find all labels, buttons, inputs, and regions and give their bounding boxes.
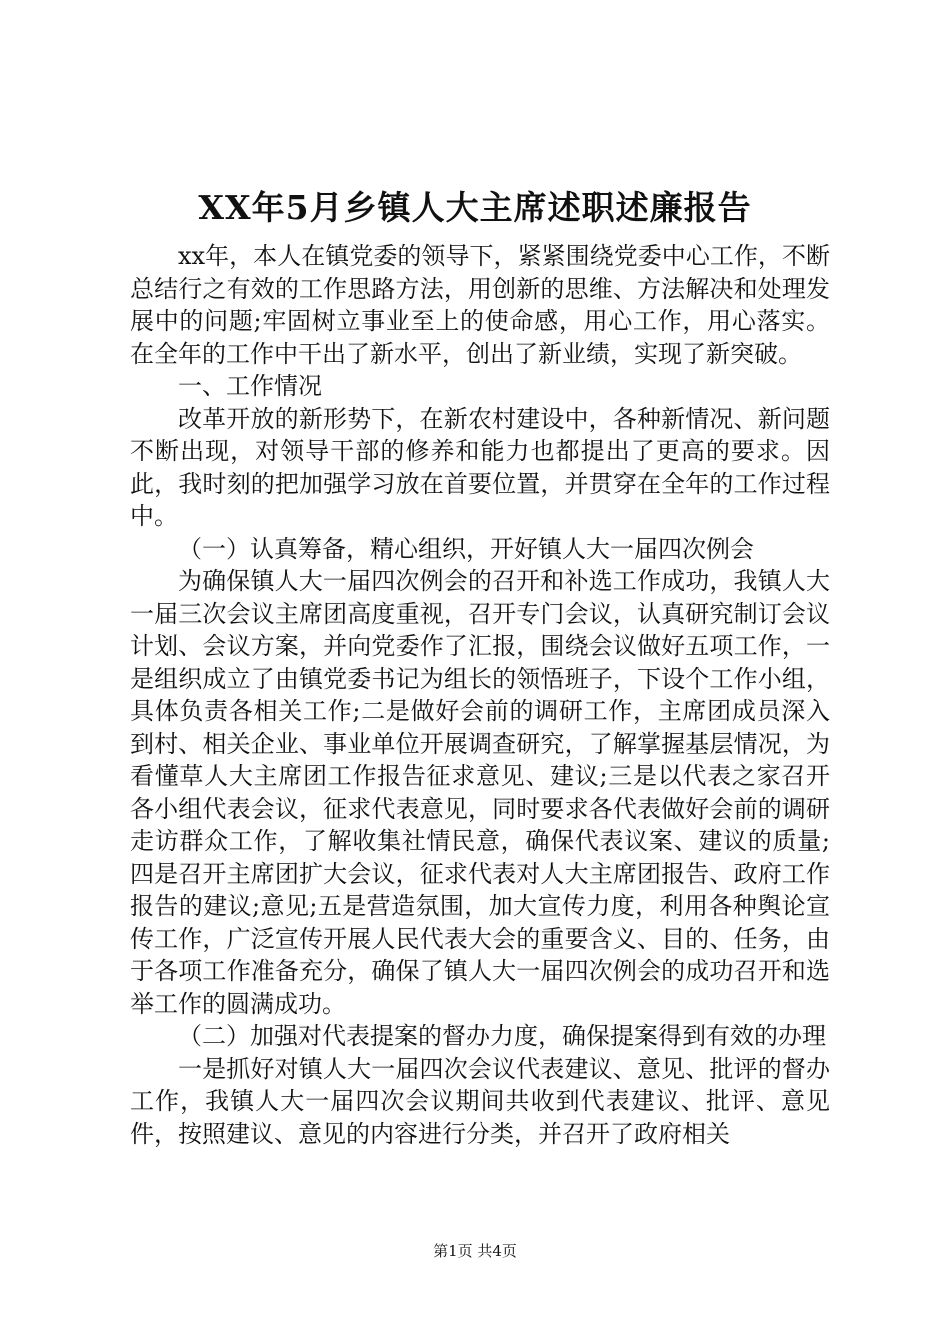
section-heading-work-situation: 一、工作情况 bbox=[178, 372, 322, 400]
document-title: XX年5月乡镇人大主席述职述廉报告 bbox=[198, 188, 752, 227]
paragraph-proposal-supervision: 一是抓好对镇人大一届四次会议代表建议、意见、批评的督办工作，我镇人大一届四次会议期间共收到代表建议、批评、意见件，按照建议、意见的内容进行分类，并召开了政府相关 bbox=[130, 1054, 830, 1148]
page-number-footer: 第1页 共4页 bbox=[433, 1242, 517, 1260]
paragraph-intro: xx年，本人在镇党委的领导下，紧紧围绕党委中心工作，不断总结行之有效的工作思路方法，用创新的思维、方法解决和处理发展中的问题;牢固树立事业至上的使命感，用心工作，用心落实。在全年的工作中干出了新水平，创出了新业绩，实现了新突破。 bbox=[130, 242, 830, 368]
subsection-heading-1: （一）认真筹备，精心组织，开好镇人大一届四次例会 bbox=[178, 534, 754, 563]
document-body bbox=[130, 240, 830, 1150]
subsection-heading-2: （二）加强对代表提案的督办力度，确保提案得到有效的办理 bbox=[178, 1022, 826, 1050]
paragraph-reform: 改革开放的新形势下，在新农村建设中，各种新情况、新问题不断出现，对领导干部的修养和能力也都提出了更高的要求。因此，我时刻的把加强学习放在首要位置，并贯穿在全年的工作过程中。 bbox=[130, 404, 830, 530]
paragraph-meeting-preparation: 为确保镇人大一届四次例会的召开和补选工作成功，我镇人大一届三次会议主席团高度重视，召开专门会议，认真研究制订会议计划、会议方案，并向党委作了汇报，围绕会议做好五项工作，一是组织成立了由镇党委书记为组长的领悟班子，下设个工作小组，具体负责各相关工作;二是做好会前的调研工作，主席团成员深入到村、相关企业、事业单位开展调查研究，了解掌握基层情况，为看懂草人大主席团工作报告征求意见、建议;三是以代表之家召开各小组代表会议，征求代表意见，同时要求各代表做好会前的调研走访群众工作，了解收集社情民意，确保代表议案、建议的质量;四是召开主席团扩大会议，征求代表对人大主席团报告、政府工作报告的建议;意见;五是营造氛围，加大宣传力度，利用各种舆论宣传工作，广泛宣传开展人民代表大会的重要含义、目的、任务，由于各项工作准备充分，确保了镇人大一届四次例会的成功召开和选举工作的圆满成功。 bbox=[130, 567, 830, 1018]
